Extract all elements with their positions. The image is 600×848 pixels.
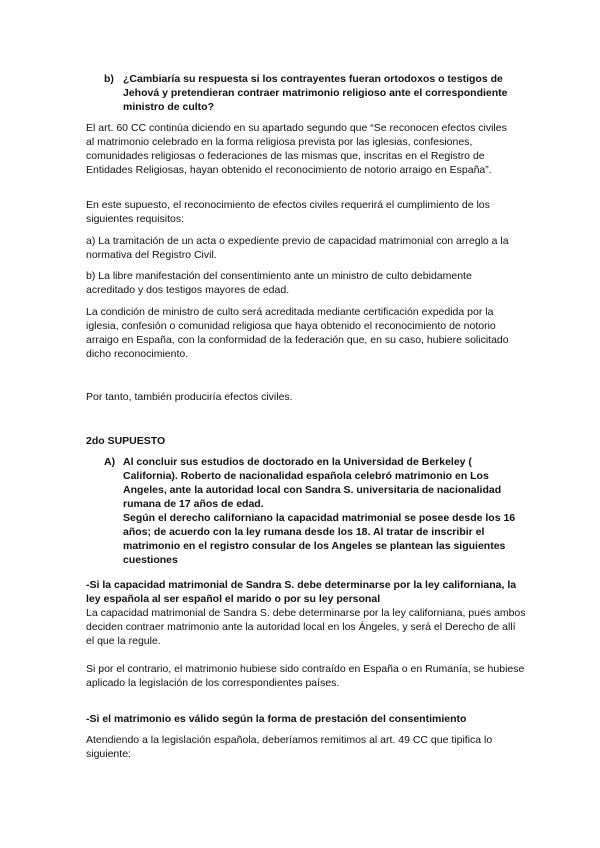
paragraph-art-60: El art. 60 CC continúa diciendo en su apartado segundo que “Se reconocen efectos civiles al matrimonio celebrado en la forma religiosa prevista por las iglesias, confesiones, comunidades religiosas o federaciones de las mismas que, inscritas en el Registro de Entidades Religiosas, hayan obtenido el reconocimiento de notorio arraigo en España”.: [86, 122, 507, 176]
paragraph-requisito-a: a) La tramitación de un acta o expediente previo de capacidad matrimonial con arreglo a la normativa del Registro Civil.: [86, 235, 509, 261]
item-a-text: [123, 455, 528, 567]
paragraph-requisitos: En este supuesto, el reconocimiento de efectos civiles requerirá el cumplimiento de los siguientes requisitos:: [86, 199, 490, 225]
subheading-capacidad: -Si la capacidad matrimonial de Sandra S. debe determinarse por la ley californiana, la ley española al ser español el marido o por su ley personal: [86, 579, 517, 605]
subheading-forma-consentimiento: -Si el matrimonio es válido según la forma de prestación del consentimiento: [86, 713, 467, 725]
paragraph-requisito-b: b) La libre manifestación del consentimiento ante un ministro de culto debidamente acreditado y dos testigos mayores de edad.: [86, 270, 472, 296]
question-b-text: ¿Cambiaría su respuesta si los contrayentes fueran ortodoxos o testigos de Jehová y pretendieran contraer matrimonio religioso ante el correspondiente ministro de culto?: [123, 73, 508, 113]
section-title: 2do SUPUESTO: [86, 435, 166, 447]
item-a-letter: A): [104, 456, 116, 468]
paragraph-conclusion: Por tanto, también produciría efectos civiles.: [86, 391, 293, 403]
paragraph-art-49: Atendiendo a la legislación española, deberíamos remitimos al art. 49 CC que tipifica lo siguiente:: [86, 734, 493, 760]
question-b-letter: b): [104, 73, 114, 85]
paragraph-ministro-culto: La condición de ministro de culto será acreditada mediante certificación expedida por la iglesia, confesión o comunidad religiosa que haya obtenido el reconocimiento de notorio arraigo en España, con la conformidad de la federación que, en su caso, hubiere solicitado dicho reconocimiento.: [86, 306, 509, 360]
paragraph-capacidad-californiana: La capacidad matrimonial de Sandra S. debe determinarse por la ley californiana, pues ambos deciden contraer matrimonio ante la autoridad local en los Ángeles, y será el Derecho de allí el que la regule.: [86, 607, 526, 647]
item-a-text-part1: Al concluir sus estudios de doctorado en la Universidad de Berkeley ( California). Roberto de nacionalidad española celebró matrimonio en Los Angeles, ante la autoridad local con Sandra S. universitaria de nacionalidad rumana de 17 años de edad.: [123, 456, 502, 510]
item-a-text-part2: Según el derecho californiano la capacidad matrimonial se posee desde los 16 años; de acuerdo con la ley rumana desde los 18. Al tratar de inscribir el matrimonio en el registro consular de los Angeles se plantean las siguientes cuestiones: [123, 512, 516, 566]
paragraph-espana-rumania: Si por el contrario, el matrimonio hubiese sido contraído en España o en Rumanía, se hubiese aplicado la legislación de los correspondientes países.: [86, 663, 525, 689]
